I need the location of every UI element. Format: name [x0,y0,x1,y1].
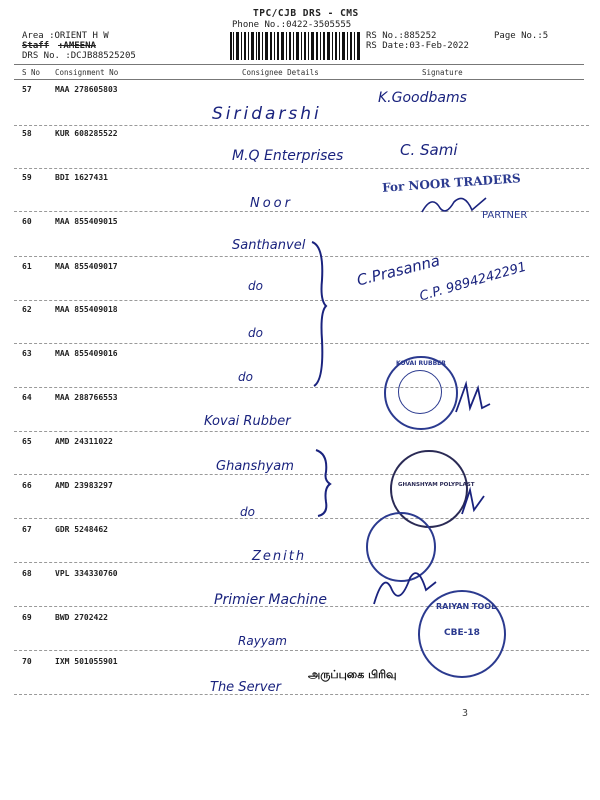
row-66-consignee: Ghanshyam [216,459,294,474]
row-61-sno: 61 [22,262,32,271]
row-64-consignment: MAA 288766553 [55,393,118,402]
row-68-consignment: VPL 334330760 [55,569,118,578]
barcode-image [230,32,360,60]
row-68-sno: 68 [22,569,32,578]
row-63-consignee: do [238,370,253,384]
row-66-consignment: AMD 23983297 [55,481,113,490]
row-64-consignee: Kovai Rubber [204,414,291,429]
column-signature: Signature [422,68,463,77]
row-59-consignee: Noor [250,196,293,211]
row-60-sno: 60 [22,217,32,226]
column-consignee: Consignee Details [242,68,319,77]
kovai-stamp-inner-ring [398,370,442,414]
row-69-consignee: Primier Machine [214,592,328,608]
phone-number: Phone No.:0422-3505555 [232,20,352,30]
row-58-consignment: KUR 608285522 [55,129,118,138]
kovai-signature-scribble [452,378,492,418]
row-58-consignee: M.Q Enterprises [232,148,344,164]
row-divider [14,518,589,519]
tamil-stamp-text: அருப்புகை பிரிவு [308,668,397,681]
row-divider [14,387,589,388]
row-57-signature: K.Goodbams [378,90,467,106]
row-63-consignment: MAA 855409016 [55,349,118,358]
row-divider [14,300,589,301]
staff-value: :AMEENA [58,41,96,51]
document-title: TPC/CJB DRS - CMS [253,8,359,19]
column-sno: S No [22,68,41,77]
row-divider [14,343,589,344]
raiyan-tool-stamp [418,590,506,678]
header-rule-bottom [14,79,584,80]
noor-signature-scribble [420,190,490,220]
row-69-sno: 69 [22,613,32,622]
bracket-rows-60-63 [310,240,334,390]
row-59-consignment: BDI 1627431 [55,173,108,182]
row-61-consignee: do [248,279,263,293]
kovai-rubber-stamp [384,356,458,430]
row-58-signature: C. Sami [400,141,458,159]
page-number: Page No.:5 [494,31,549,41]
row-divider [14,256,589,257]
row-67-consignee: do [240,505,255,519]
row-67-sno: 67 [22,525,32,534]
raiyan-stamp-code: CBE-18 [444,628,480,638]
rs-number: RS No.:885252 [366,31,437,41]
raiyan-stamp-text: RAIYAN TOOL [436,602,497,611]
ghanshyam-stamp-text: GHANSHYAM POLYPLAST [398,482,475,488]
row-65-sno: 65 [22,437,32,446]
row-divider [14,694,589,695]
row-divider [14,168,589,169]
row-57-consignment: MAA 278605803 [55,85,118,94]
row-60-consignee: Santhanvel [232,238,306,253]
staff-label: Staff [22,41,50,51]
header-rule-top [14,64,584,65]
row-58-sno: 58 [22,129,32,138]
row-57-consignee: Siridarshi [212,104,322,124]
row-62-consignee: do [248,326,263,340]
row-divider [14,125,589,126]
bracket-rows-66-67 [314,448,336,518]
row-60-consignment: MAA 855409015 [55,217,118,226]
row-divider [14,474,589,475]
row-divider [14,431,589,432]
area-field: Area :ORIENT H W [22,31,109,41]
row-63-sno: 63 [22,349,32,358]
row-62-sno: 62 [22,305,32,314]
row-70-sno: 70 [22,657,32,666]
row-62-consignment: MAA 855409018 [55,305,118,314]
row-59-sno: 59 [22,173,32,182]
row-61-signature: C.Prasanna [355,251,442,290]
ghanshyam-signature-scribble [458,486,488,518]
row-68-consignee: Zenith [252,549,307,564]
row-62-signature: C.P. 9894242291 [418,259,529,305]
drs-number: DRS No. :DCJB88525205 [22,51,136,61]
row-64-sno: 64 [22,393,32,402]
row-61-consignment: MAA 855409017 [55,262,118,271]
row-69-consignment: BWD 2702422 [55,613,108,622]
row-70-consignee-extra: The Server [210,680,281,695]
rs-date: RS Date:03-Feb-2022 [366,41,469,51]
row-70-consignment: IXM 501055901 [55,657,118,666]
page-mark: 3 [462,708,469,719]
row-65-consignment: AMD 24311022 [55,437,113,446]
row-70-consignee: Rayyam [238,634,287,648]
noor-traders-partner: PARTNER [482,210,528,221]
kovai-stamp-text: KOVAI RUBBER [396,360,446,367]
column-consignment: Consignment No [55,68,119,77]
row-67-consignment: GDR 5248462 [55,525,108,534]
row-66-sno: 66 [22,481,32,490]
noor-stamp-line1: For NOOR TRADERS [381,171,522,195]
row-57-sno: 57 [22,85,32,94]
